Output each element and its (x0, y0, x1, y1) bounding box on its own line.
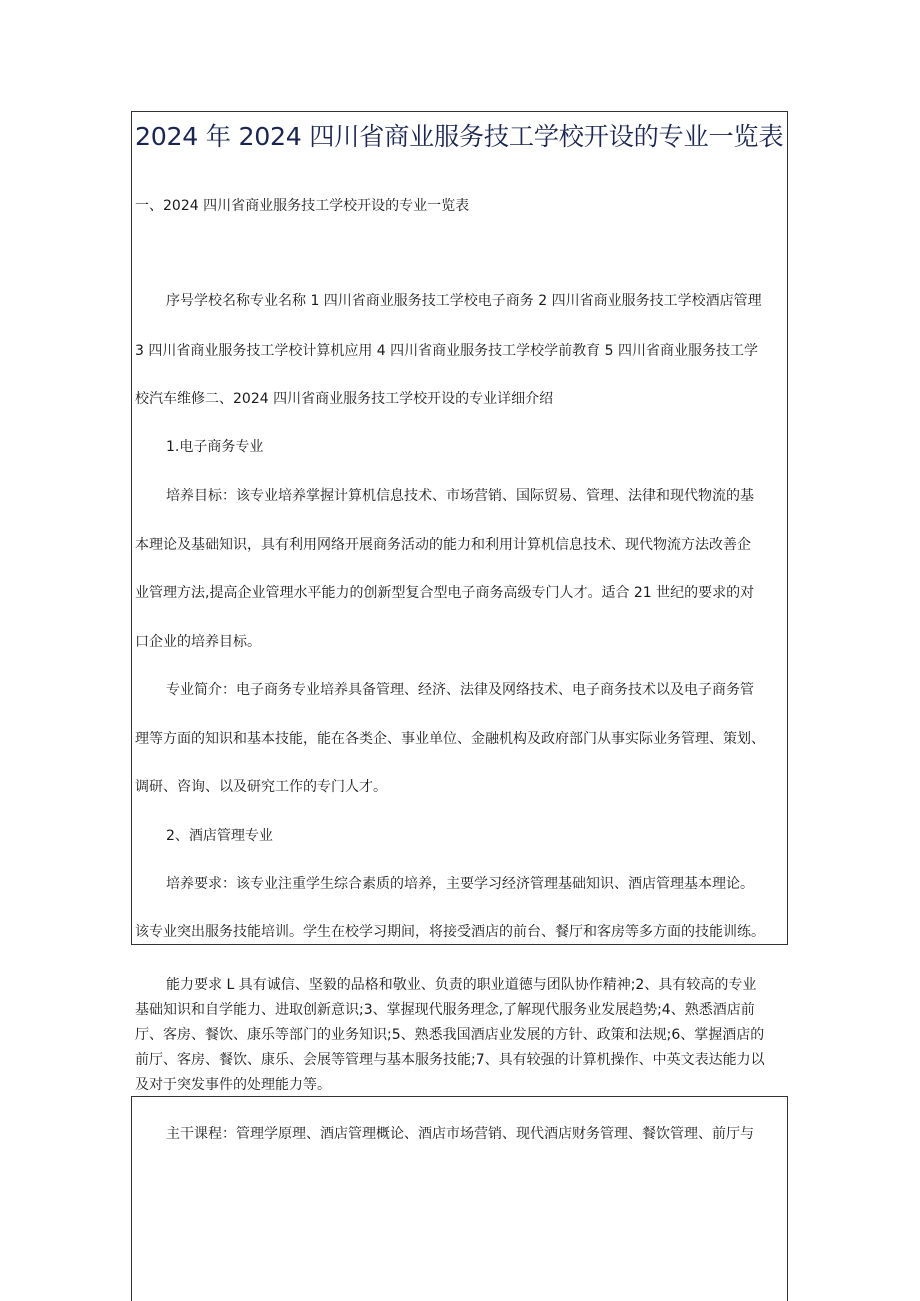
paragraph-line: 理等方面的知识和基本技能，能在各类企、事业单位、金融机构及政府部门从事实际业务管理、策划、 (135, 731, 765, 747)
major-heading: 1.电子商务专业 (166, 439, 264, 455)
paragraph-line: 前厅、客房、餐饮、康乐、会展等管理与基本服务技能;7、具有较强的计算机操作、中英文表达能力以 (135, 1052, 765, 1068)
paragraph-line: 业管理方法,提高企业管理水平能力的创新型复合型电子商务高级专门人才。适合 21 世纪的要求的对 (135, 585, 755, 601)
paragraph-line: 能力要求 L 具有诚信、坚毅的品格和敬业、负责的职业道德与团队协作精神;2、具有较高的专业 (166, 977, 757, 993)
document-title: 2024 年 2024 四川省商业服务技工学校开设的专业一览表 (135, 122, 784, 151)
paragraph-line: 专业简介：电子商务专业培养具备管理、经济、法律及网络技术、电子商务技术以及电子商务管 (166, 682, 754, 698)
paragraph-line: 及对于突发事件的处理能力等。 (135, 1077, 331, 1093)
major-heading: 2、酒店管理专业 (166, 828, 273, 844)
paragraph-line: 培养要求：该专业注重学生综合素质的培养，主要学习经济管理基础知识、酒店管理基本理论。 (166, 876, 754, 892)
paragraph-line: 调研、咨询、以及研究工作的专门人才。 (135, 779, 387, 795)
table-text-line: 3 四川省商业服务技工学校计算机应用 4 四川省商业服务技工学校学前教育 5 四川省商业服务技工学 (135, 343, 758, 359)
paragraph-line: 本理论及基础知识，具有利用网络开展商务活动的能力和利用计算机信息技术、现代物流方法改善企 (135, 537, 751, 553)
section-heading: 一、2024 四川省商业服务技工学校开设的专业一览表 (135, 198, 470, 214)
paragraph-line: 口企业的培养目标。 (135, 634, 261, 650)
table-text-line: 序号学校名称专业名称 1 四川省商业服务技工学校电子商务 2 四川省商业服务技工学校酒店管理 (166, 293, 762, 309)
content-frame-top (131, 111, 788, 945)
paragraph-line: 厅、客房、餐饮、康乐等部门的业务知识;5、熟悉我国酒店业发展的方针、政策和法规;6、掌握酒店的 (135, 1027, 765, 1043)
paragraph-line: 该专业突出服务技能培训。学生在校学习期间，将接受酒店的前台、餐厅和客房等多方面的技能训练。 (135, 924, 765, 940)
paragraph-line: 基础知识和自学能力、进取创新意识;3、掌握现代服务理念,了解现代服务业发展趋势;4、熟悉酒店前 (135, 1002, 755, 1018)
paragraph-line: 培养目标：该专业培养掌握计算机信息技术、市场营销、国际贸易、管理、法律和现代物流的基 (166, 488, 754, 504)
table-text-line: 校汽车维修二、2024 四川省商业服务技工学校开设的专业详细介绍 (135, 391, 554, 407)
paragraph-line: 主干课程：管理学原理、酒店管理概论、酒店市场营销、现代酒店财务管理、餐饮管理、前厅与 (166, 1126, 754, 1142)
